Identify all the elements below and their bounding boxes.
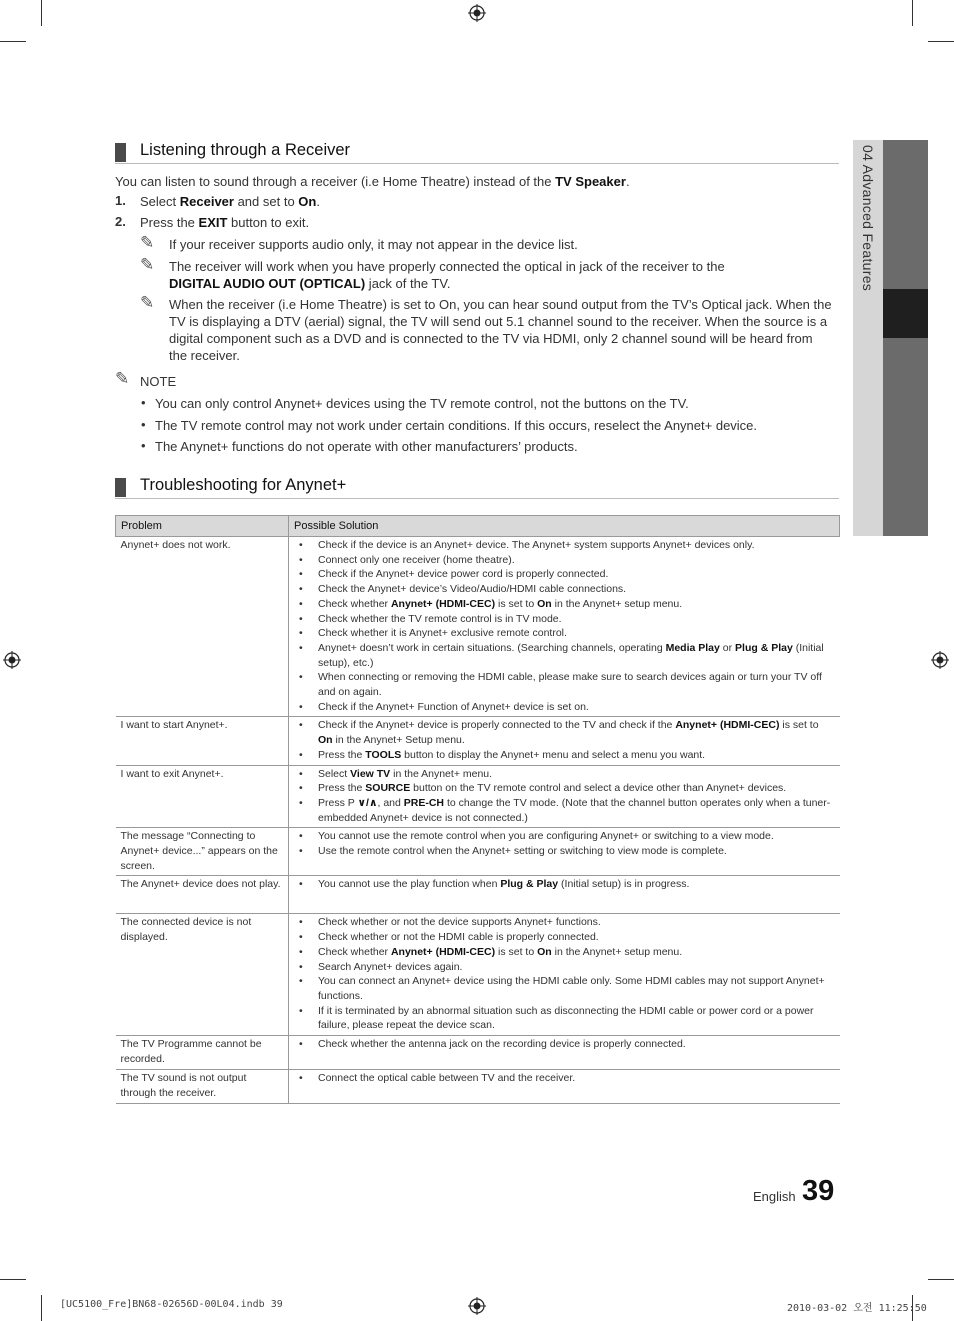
- note-text: When the receiver (i.e Home Theatre) is set to On, you can hear sound output from the TV’s Optical jack. When the TV is displaying a DTV (aerial) signal, the TV will send out 5.1 channel sound to the receiver. When the source is a digital component such as a DVD and is connected to the TV via HDMI, only 2 channel sound will be heard from the receiver.: [169, 297, 832, 363]
- solution-item: • If it is terminated by an abnormal situation such as disconnecting the HDMI cable or power cord or a power failure, please repeat the device scan.: [299, 1004, 835, 1033]
- solution-list: [299, 1071, 835, 1086]
- crop-mark: [912, 0, 913, 26]
- solution-item: • Anynet+ doesn’t work in certain situations. (Searching channels, operating Media Play or Plug & Play (Initial setup), etc.): [299, 641, 835, 670]
- solution-item: • Check whether or not the device supports Anynet+ functions.: [299, 915, 835, 930]
- note-pencil-icon: ✎: [140, 293, 155, 312]
- registration-mark-icon: [468, 1297, 486, 1315]
- solution-cell: [289, 1070, 840, 1104]
- slug-timestamp: 2010-03-02 오전 11:25:50: [787, 1303, 927, 1314]
- registration-mark-icon: [468, 4, 486, 22]
- slug-file-info: [UC5100_Fre]BN68-02656D-00L04.indb 39: [60, 1299, 283, 1310]
- solution-cell: [289, 1036, 840, 1070]
- table-row: [116, 828, 840, 876]
- solution-item: • Check the Anynet+ device’s Video/Audio/HDMI cable connections.: [299, 582, 835, 597]
- step-number: 1.: [115, 193, 126, 208]
- table-row: [116, 765, 840, 828]
- solution-item: • Press the TOOLS button to display the Anynet+ menu and select a menu you want.: [299, 748, 835, 763]
- solution-item: • You cannot use the play function when Plug & Play (Initial setup) is in progress.: [299, 877, 835, 892]
- bullet: •: [141, 395, 146, 410]
- solution-item: • Check whether the antenna jack on the recording device is properly connected.: [299, 1037, 835, 1052]
- section-heading-troubleshooting: [115, 476, 839, 499]
- problem-cell: The TV sound is not output through the receiver.: [116, 1070, 289, 1104]
- chapter-tab-active-marker: [883, 289, 928, 338]
- intro-text: You can listen to sound through a receiver (i.e Home Theatre) instead of the TV Speaker.: [115, 174, 630, 189]
- note-text: If your receiver supports audio only, it may not appear in the device list.: [169, 237, 578, 252]
- table-row: [116, 914, 840, 1036]
- solution-item: • Check whether Anynet+ (HDMI-CEC) is set to On in the Anynet+ setup menu.: [299, 945, 835, 960]
- crop-mark: [41, 1295, 42, 1321]
- solution-item: • You cannot use the remote control when you are configuring Anynet+ or switching to a view mode.: [299, 829, 835, 844]
- note-pencil-icon: ✎: [140, 233, 155, 252]
- crop-mark: [41, 0, 42, 26]
- solution-list: [299, 877, 835, 892]
- solution-item: • When connecting or removing the HDMI cable, please make sure to search devices again or turn your TV off and on again.: [299, 670, 835, 699]
- solution-item: • Connect only one receiver (home theatre).: [299, 553, 835, 568]
- solution-item: • Check if the Anynet+ device power cord is properly connected.: [299, 567, 835, 582]
- chapter-tab-block: [883, 338, 928, 536]
- solution-list: [299, 1037, 835, 1052]
- column-header-solution: Possible Solution: [289, 516, 840, 537]
- note-text: The receiver will work when you have properly connected the optical in jack of the receiver to the DIGITAL AUDIO OUT (OPTICAL) jack of the TV.: [169, 259, 725, 291]
- step-number: 2.: [115, 214, 126, 229]
- step-2-text: Press the EXIT button to exit.: [140, 215, 310, 230]
- solution-item: • Connect the optical cable between TV and the receiver.: [299, 1071, 835, 1086]
- solution-item: • Check if the Anynet+ Function of Anynet+ device is set on.: [299, 700, 835, 715]
- table-row: [116, 1070, 840, 1104]
- footer-language: English: [753, 1189, 796, 1204]
- problem-cell: The message “Connecting to Anynet+ device...” appears on the screen.: [116, 828, 289, 876]
- section-title: Troubleshooting for Anynet+: [140, 476, 347, 494]
- troubleshooting-table: [115, 515, 840, 1104]
- column-header-problem: Problem: [116, 516, 289, 537]
- chapter-tab-block: [883, 140, 928, 289]
- solution-cell: [289, 537, 840, 717]
- note-bullet-text: The TV remote control may not work under certain conditions. If this occurs, reselect the Anynet+ device.: [155, 418, 758, 433]
- solution-cell: [289, 717, 840, 765]
- solution-item: • Check if the Anynet+ device is properly connected to the TV and check if the Anynet+ (HDMI-CEC) is set to On in the Anynet+ Setup menu.: [299, 718, 835, 747]
- solution-list: [299, 829, 835, 858]
- section-heading-receiver: [115, 141, 839, 164]
- solution-list: [299, 915, 835, 1033]
- solution-item: • Check whether or not the HDMI cable is properly connected.: [299, 930, 835, 945]
- solution-list: [299, 538, 835, 714]
- solution-item: • Check whether Anynet+ (HDMI-CEC) is set to On in the Anynet+ setup menu.: [299, 597, 835, 612]
- solution-cell: [289, 828, 840, 876]
- problem-cell: The connected device is not displayed.: [116, 914, 289, 1036]
- note-label: NOTE: [140, 374, 177, 389]
- solution-cell: [289, 765, 840, 828]
- solution-item: • You can connect an Anynet+ device using the HDMI cable only. Some HDMI cables may not support Anynet+ functions.: [299, 974, 835, 1003]
- chapter-tab-label: 04 Advanced Features: [860, 145, 876, 292]
- crop-mark: [0, 1279, 26, 1280]
- solution-list: [299, 767, 835, 826]
- table-row: [116, 876, 840, 914]
- solution-item: • Check whether it is Anynet+ exclusive remote control.: [299, 626, 835, 641]
- heading-bar: [115, 143, 126, 162]
- solution-item: • Use the remote control when the Anynet+ setting or switching to view mode is complete.: [299, 844, 835, 859]
- solution-list: [299, 718, 835, 762]
- solution-item: • Check whether the TV remote control is in TV mode.: [299, 612, 835, 627]
- problem-cell: Anynet+ does not work.: [116, 537, 289, 717]
- solution-cell: [289, 876, 840, 914]
- crop-mark: [928, 1279, 954, 1280]
- registration-mark-icon: [3, 651, 21, 669]
- note-pencil-icon: ✎: [115, 369, 130, 388]
- note-bullet-text: You can only control Anynet+ devices using the TV remote control, not the buttons on the TV.: [155, 396, 689, 411]
- solution-item: • Check if the device is an Anynet+ device. The Anynet+ system supports Anynet+ devices only.: [299, 538, 835, 553]
- page-number: 39: [802, 1175, 835, 1207]
- solution-item: • Press P ∨/∧, and PRE-CH to change the TV mode. (Note that the channel button operates only when a tuner-embedded Anynet+ device is not connected.): [299, 796, 835, 825]
- problem-cell: The Anynet+ device does not play.: [116, 876, 289, 914]
- table-row: [116, 717, 840, 765]
- crop-mark: [0, 41, 26, 42]
- note-bullet-text: The Anynet+ functions do not operate with other manufacturers’ products.: [155, 439, 578, 454]
- solution-cell: [289, 914, 840, 1036]
- registration-mark-icon: [931, 651, 949, 669]
- problem-cell: I want to start Anynet+.: [116, 717, 289, 765]
- problem-cell: I want to exit Anynet+.: [116, 765, 289, 828]
- table-row: [116, 1036, 840, 1070]
- solution-item: • Search Anynet+ devices again.: [299, 960, 835, 975]
- solution-item: • Press the SOURCE button on the TV remote control and select a device other than Anynet+ devices.: [299, 781, 835, 796]
- heading-bar: [115, 478, 126, 497]
- solution-item: • Select View TV in the Anynet+ menu.: [299, 767, 835, 782]
- table-row: [116, 537, 840, 717]
- table-header-row: [116, 516, 840, 537]
- note-pencil-icon: ✎: [140, 255, 155, 274]
- problem-cell: The TV Programme cannot be recorded.: [116, 1036, 289, 1070]
- bullet: •: [141, 417, 146, 432]
- section-title: Listening through a Receiver: [140, 141, 351, 159]
- bullet: •: [141, 438, 146, 453]
- step-1-text: Select Receiver and set to On.: [140, 194, 320, 209]
- crop-mark: [928, 41, 954, 42]
